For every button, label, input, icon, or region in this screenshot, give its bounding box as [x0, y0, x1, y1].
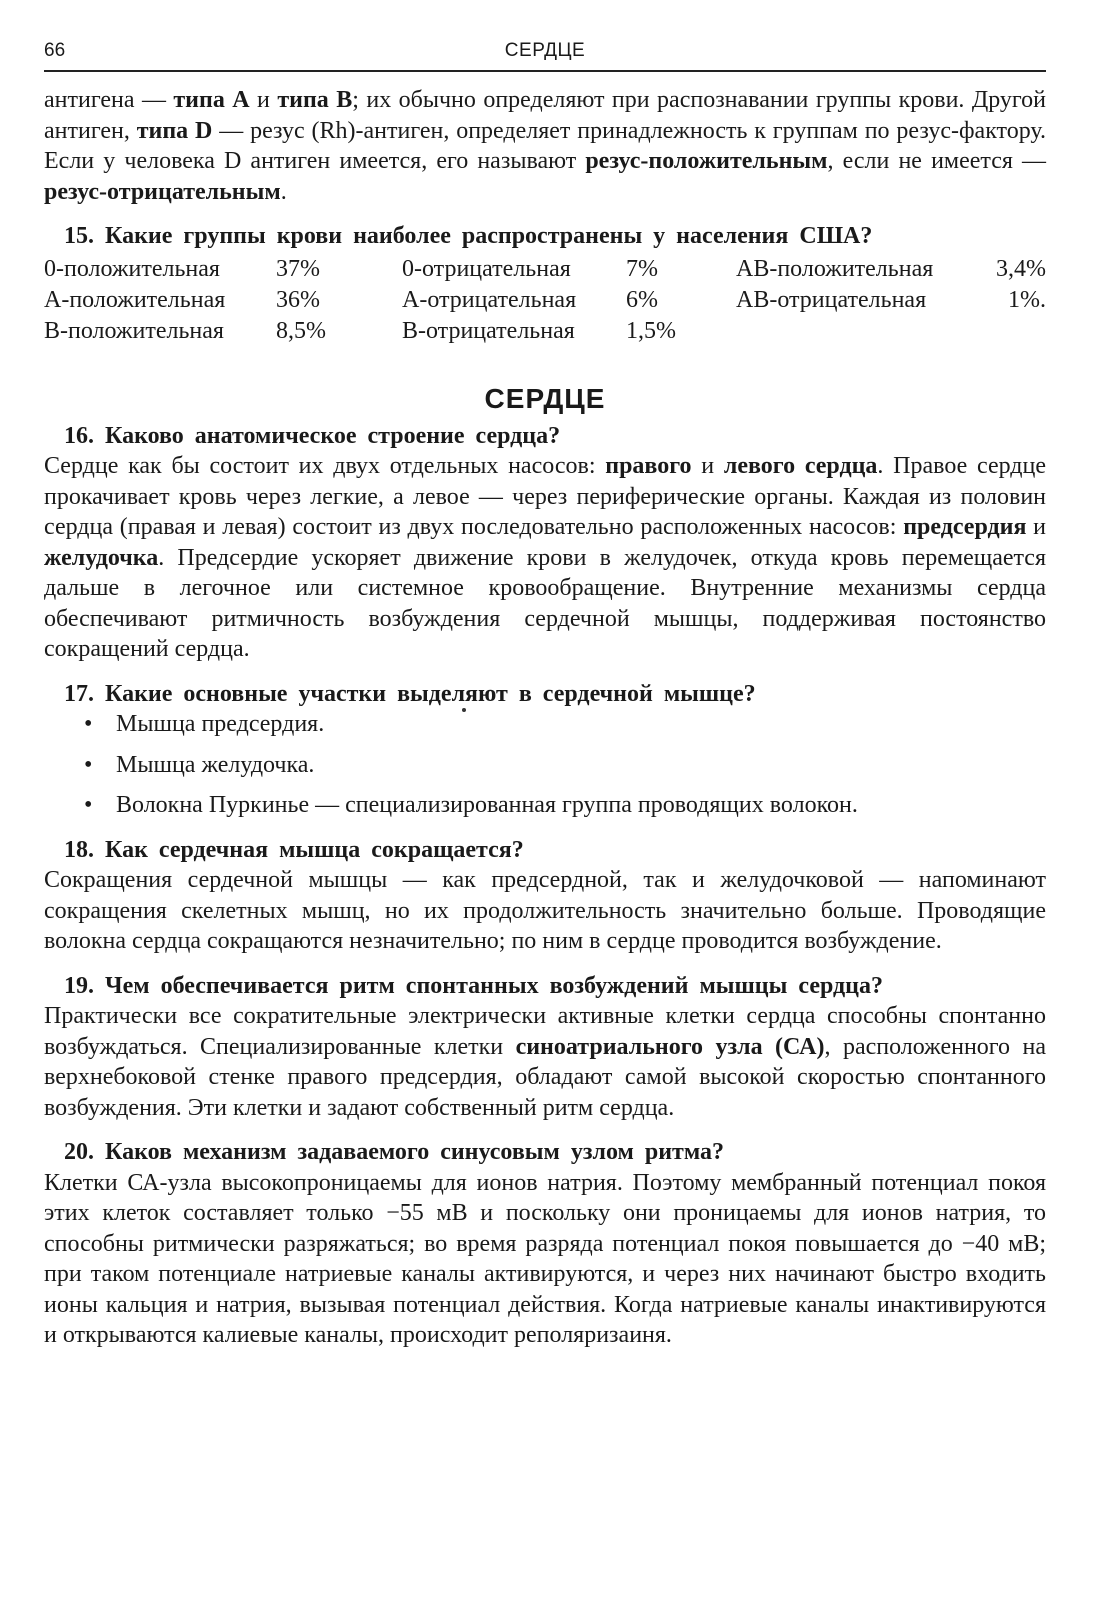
text-run: и [691, 453, 724, 479]
blood-group-name: В-отрицательная [402, 317, 575, 344]
question-17: 17. Какие основные участки выделяют в сердечной мышце? [64, 680, 756, 707]
blood-group-name [736, 316, 984, 347]
blood-group-name: 0-отрицательная [402, 255, 571, 282]
intro-paragraph [44, 85, 1046, 207]
list-item [44, 790, 1046, 821]
text-run: . Предсердие ускоряет движение крови в желудочек, откуда кровь перемещается дальше в легочное или системное кровообращение. Внутренние механизмы сердца обеспечивают ритмичность возбуждения сердечной мышцы, поддерживая постоянство сокращений сердца. [44, 544, 1046, 662]
blood-group-percent: 36% [276, 286, 320, 313]
text-run: ; их обычно определяют при распознавании группы крови. Другой антиген, [44, 87, 1047, 144]
question-18: 18. Как сердечная мышца сокращается? [64, 836, 524, 863]
blood-group-name: А-положительная [44, 286, 226, 313]
bold-term: типа А [173, 87, 250, 113]
blood-groups-table [44, 254, 1046, 347]
bold-term: предсердия [903, 514, 1027, 540]
list-item-text: Волокна Пуркинье — специализированная группа проводящих волокон. [116, 792, 858, 818]
text-run: Сердце как бы состоит их двух отдельных насосов: [44, 453, 606, 479]
answer-19 [44, 1001, 1046, 1123]
blood-group-name: 0-положительная [44, 255, 220, 282]
text-run: Сокращения сердечной мышцы — как предсердной, так и желудочковой — напоминают сокращения скелетных мышц, но их продолжительность значительно больше. Проводящие волокна сердца сокращаются незначительно; по ним в сердце проводится возбуждение. [44, 867, 1046, 954]
answer-18 [44, 865, 1046, 957]
blood-group-percent: 1,5% [626, 317, 676, 344]
bold-term: типа D [136, 117, 213, 144]
table-row [44, 316, 1046, 347]
question-16: 16. Каково анатомическое строение сердца? [64, 422, 561, 449]
text-run: антигена — [44, 87, 174, 113]
book-page [44, 30, 1046, 1351]
blood-group-percent: 1%. [1008, 286, 1046, 313]
bullet-icon: • [84, 751, 93, 778]
bold-term: резус-отрицательным [44, 178, 281, 205]
text-run: Клетки СА-узла высокопроницаемы для ионов натрия. Поэтому мембранный потенциал покоя этих клеток составляет только −55 мВ и поскольку они проницаемы для ионов натрия, то способны ритмически разряжаться; во время разряда потенциал покоя повышается до −40 мВ; при таком потенциале натриевые каналы активируются, и через них начинают быстро входить ионы кальция и натрия, вызывая потенциал действия. Когда натриевые каналы инактивируются и открываются калиевые каналы, происходит реполяризаиня. [44, 1169, 1046, 1348]
text-run: и [1026, 514, 1047, 540]
bold-term: синоатриального узла (СА) [515, 1033, 825, 1060]
running-header [44, 30, 1046, 72]
blood-group-name: В-положительная [44, 317, 224, 344]
bullet-icon: • [84, 711, 93, 737]
question-19: 19. Чем обеспечивается ритм спонтанных возбуждений мышцы сердца? [64, 972, 883, 999]
heart-regions-list [44, 709, 1046, 821]
blood-group-name: АВ-положительная [736, 255, 934, 282]
page-number: 66 [44, 40, 66, 61]
blood-group-percent: 6% [626, 286, 658, 313]
text-run: и [249, 87, 278, 113]
list-item-text: Мышца предсердия. [116, 711, 325, 737]
blood-group-percent: 8,5% [276, 317, 326, 344]
question-20: 20. Каков механизм задаваемого синусовым узлом ритма? [64, 1139, 725, 1165]
blood-group-name: АВ-отрицательная [736, 286, 927, 313]
question-15: 15. Какие группы крови наиболее распространены у населения США? [64, 223, 873, 249]
blood-group-percent: 3,4% [996, 255, 1046, 282]
list-item [44, 750, 1046, 781]
answer-16 [44, 451, 1046, 665]
blood-group-percent [984, 316, 1046, 347]
running-title: СЕРДЦЕ [504, 40, 586, 61]
text-run: — резус (Rh)-антиген, определяет принадлежность к группам по резус-фактору. Если у человека D антиген имеется, его называют [44, 117, 1046, 174]
bold-term: резус-положительным [585, 148, 828, 174]
bold-term: левого сердца [723, 453, 878, 479]
blood-group-percent: 7% [626, 255, 658, 282]
text-run: . [280, 178, 287, 205]
print-speck [462, 708, 466, 712]
table-row [44, 285, 1046, 316]
blood-group-name: А-отрицательная [402, 286, 577, 313]
list-item [44, 709, 1046, 740]
blood-group-percent: 37% [276, 255, 320, 282]
bold-term: правого [605, 453, 692, 479]
bullet-icon: • [84, 792, 93, 818]
text-run: . Правое сердце прокачивает кровь через легкие, а левое — через периферические органы. Каждая из половин сердца (правая и левая) состоит из двух последовательно расположенных насосов: [44, 453, 1046, 540]
bold-term: желудочка [44, 544, 159, 571]
text-run: , расположенного на верхнебоковой стенке правого предсердия, обладают самой высокой скоростью спонтанного возбуждения. Эти клетки и задают собственный ритм сердца. [44, 1033, 1046, 1121]
text-run: , если не имеется — [827, 148, 1046, 174]
answer-20 [44, 1168, 1046, 1351]
section-title: СЕРДЦЕ [484, 382, 606, 414]
list-item-text: Мышца желудочка. [116, 751, 315, 778]
text-run: Практически все сократительные электрически активные клетки сердца способны спонтанно возбуждаться. Специализированные клетки [44, 1003, 1046, 1060]
bold-term: типа В [277, 87, 353, 113]
table-row [44, 254, 1046, 285]
